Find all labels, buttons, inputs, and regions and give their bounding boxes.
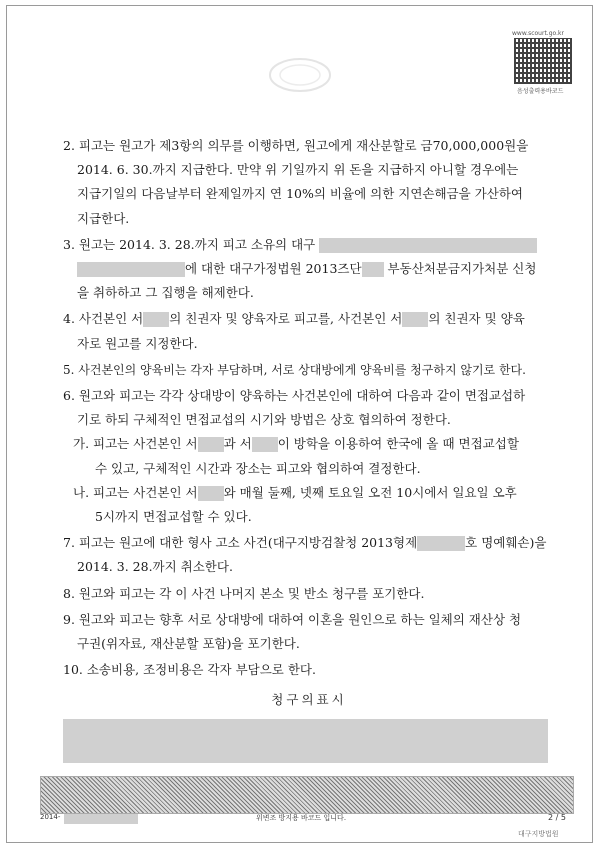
clause-10 xyxy=(63,658,555,682)
document-body xyxy=(63,134,555,763)
clause-6-b-line-1a: 나. 피고는 사건본인 서 xyxy=(73,484,198,500)
qr-code xyxy=(514,38,572,84)
redaction xyxy=(64,814,138,824)
clause-3-line-3: 을 취하하고 그 집행을 해제한다. xyxy=(77,285,254,301)
anti-forgery-barcode xyxy=(40,776,574,814)
clause-6-a-line-1a: 가. 피고는 사건본인 서 xyxy=(73,436,198,452)
clause-7-line-1b: 호 명예훼손)을 xyxy=(465,535,547,551)
clause-8-line-1: 8. 원고와 피고는 각 이 사건 나머지 본소 및 반소 청구를 포기한다. xyxy=(63,585,425,601)
clause-3-line-1: 3. 원고는 2014. 3. 28.까지 피고 소유의 대구 xyxy=(63,236,316,252)
clause-6-a-line-1c: 이 방학을 이용하여 한국에 올 때 면접교섭할 xyxy=(277,436,519,452)
qr-url: www.scourt.go.kr xyxy=(512,30,564,37)
clause-3 xyxy=(63,233,555,306)
clause-6-a-line-1b: 과 서 xyxy=(223,436,252,452)
clause-5-line-1: 5. 사건본인의 양육비는 각자 부담하며, 서로 상대방에게 양육비를 청구하지 않기로 한다. xyxy=(63,362,526,377)
doc-number-prefix: 2014- xyxy=(40,813,61,821)
clause-6-line-1: 6. 원고와 피고는 각각 상대방이 양육하는 사건본인에 대하여 다음과 같이 면접교섭하 xyxy=(63,388,526,404)
clause-2-line-2: 2014. 6. 30.까지 지급한다. 만약 위 기일까지 위 돈을 지급하지 아니할 경우에는 xyxy=(77,162,519,178)
clause-7-line-2: 2014. 3. 28.까지 취소한다. xyxy=(77,559,233,575)
clause-6 xyxy=(63,384,555,529)
clause-6-line-2: 기로 하되 구체적인 면접교섭의 시기와 방법은 상호 협의하여 정한다. xyxy=(77,412,451,428)
clause-2-line-3: 지급기일의 다음날부터 완제일까지 연 10%의 비율에 의한 지연손해금을 가산하여 xyxy=(77,186,523,202)
barcode-notice: 위변조 방지용 바코드 입니다. xyxy=(256,814,347,822)
clause-4 xyxy=(63,307,555,355)
clause-3-line-2b: 부동산처분금지가처분 신청 xyxy=(387,261,537,277)
clause-2-line-4: 지급한다. xyxy=(77,210,130,226)
court-name: 대구지방법원 xyxy=(518,830,559,838)
clause-4-line-1a: 4. 사건본인 서 xyxy=(63,311,144,327)
redaction xyxy=(77,262,185,277)
clause-3-line-2a: 에 대한 대구가정법원 2013즈단 xyxy=(185,261,362,277)
redaction xyxy=(402,312,428,327)
clause-7-line-1a: 7. 피고는 원고에 대한 형사 고소 사건(대구지방검찰청 2013형제 xyxy=(63,535,418,551)
clause-4-line-1c: 의 친권자 및 양육 xyxy=(428,311,525,327)
clause-4-line-1b: 의 친권자 및 양육자로 피고를, 사건본인 서 xyxy=(169,311,403,327)
clause-8 xyxy=(63,582,555,606)
clause-9 xyxy=(63,608,555,656)
qr-caption: 음성출력용바코드 xyxy=(517,88,564,95)
clause-9-line-1: 9. 원고와 피고는 향후 서로 상대방에 대하여 이혼을 원인으로 하는 일체의 재산상 청 xyxy=(63,611,522,627)
clause-2-line-1: 2. 피고는 원고가 제3항의 의무를 이행하면, 원고에게 재산분할로 금70,000,000원을 xyxy=(63,138,529,153)
redaction xyxy=(198,486,224,501)
clause-6-b-line-2: 5시까지 면접교섭할 수 있다. xyxy=(95,509,252,525)
court-seal-watermark xyxy=(265,55,335,95)
redaction xyxy=(362,262,384,277)
clause-10-line-1: 10. 소송비용, 조정비용은 각자 부담으로 한다. xyxy=(63,662,316,678)
redaction xyxy=(252,437,278,452)
redaction xyxy=(198,437,224,452)
claim-title: 청구의표시 xyxy=(271,692,347,708)
redaction xyxy=(319,238,537,253)
clause-6-a-line-2: 수 있고, 구체적인 시간과 장소는 피고와 협의하여 결정한다. xyxy=(95,460,421,476)
page-number: 2 / 5 xyxy=(548,813,566,822)
clause-5 xyxy=(63,358,555,382)
redaction xyxy=(143,312,169,327)
clause-4-line-2: 자로 원고를 지정한다. xyxy=(77,335,198,351)
clause-6-b-line-1b: 와 매월 둘째, 넷째 토요일 오전 10시에서 일요일 오후 xyxy=(223,484,517,500)
clause-2 xyxy=(63,134,555,231)
redacted-claim-block xyxy=(63,719,548,763)
clause-7 xyxy=(63,531,555,579)
clause-9-line-2: 구권(위자료, 재산분할 포함)을 포기한다. xyxy=(77,636,300,652)
redaction xyxy=(417,536,465,551)
